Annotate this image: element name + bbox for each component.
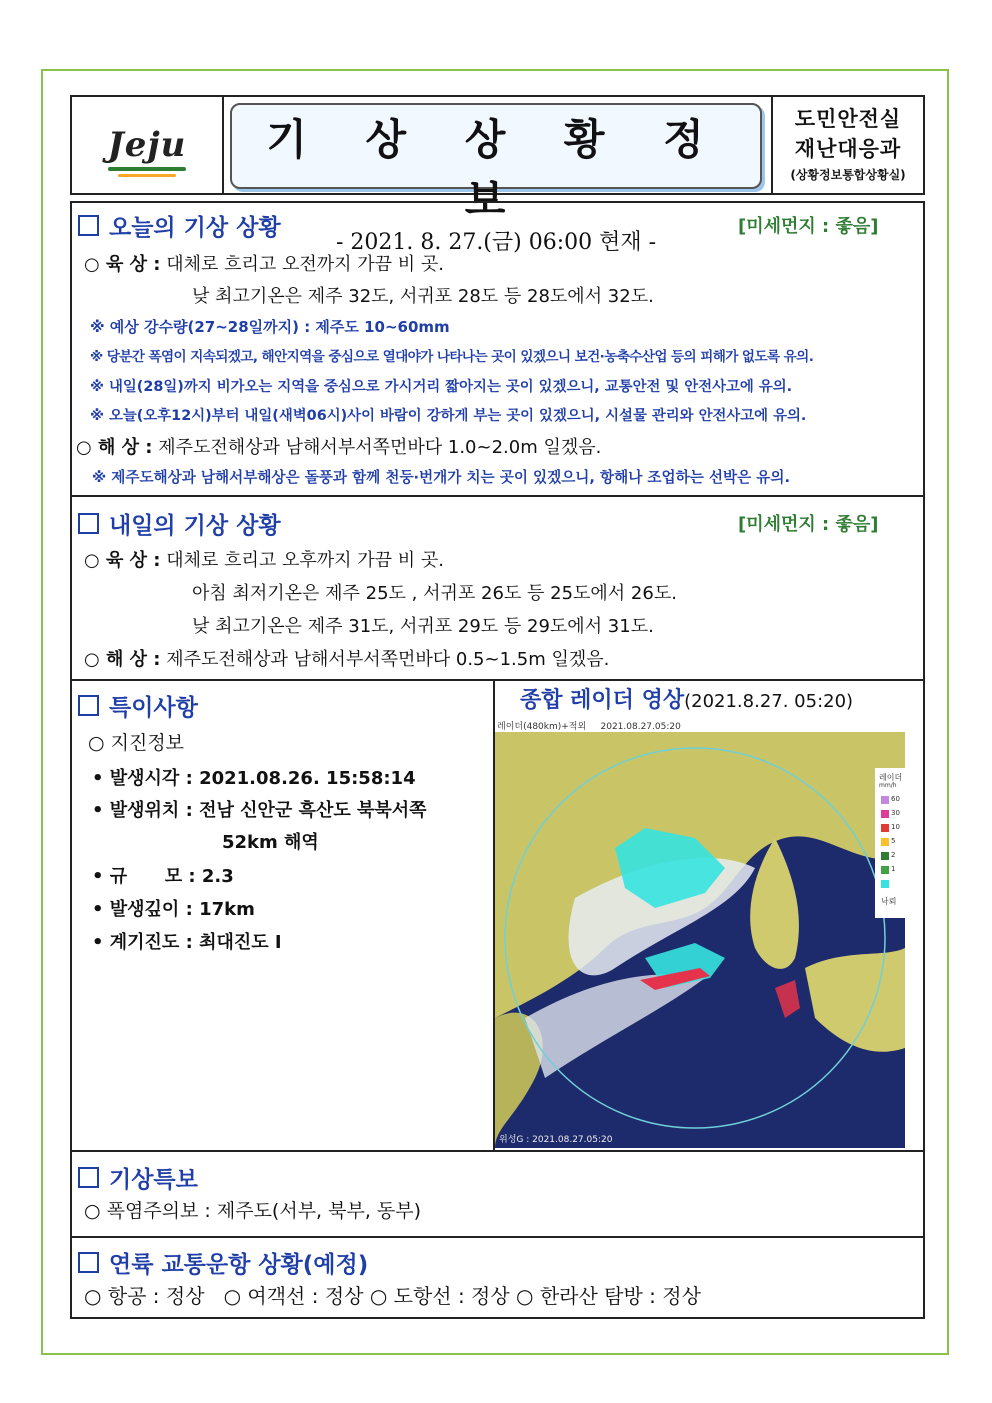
- warning-section-title: 기상특보: [78, 1161, 198, 1194]
- divider: [70, 495, 925, 497]
- quake-depth: • 발생깊이 : 17km: [92, 899, 255, 920]
- radar-legend-30: 30: [891, 809, 900, 817]
- radar-title: 종합 레이더 영상(2021.8.27. 05:20): [520, 688, 854, 713]
- radar-image-footer: 위성G : 2021.08.27.05:20: [499, 1135, 613, 1145]
- title-box: [230, 103, 762, 255]
- today-dust-badge: [미세먼지 : 좋음]: [738, 216, 879, 237]
- traffic-section-title: 연륙 교통운항 상황(예정): [78, 1246, 368, 1279]
- today-land-temp: 낮 최고기온은 제주 32도, 서귀포 28도 등 28도에서 32도.: [192, 286, 654, 307]
- quake-location-cont: 52km 해역: [222, 832, 319, 853]
- radar-legend-lightning: 낙뢰: [881, 897, 897, 906]
- tomorrow-land: ○ 육 상 : 대체로 흐리고 오후까지 가끔 비 곳.: [84, 550, 444, 571]
- radar-legend-60: 60: [891, 795, 900, 803]
- special-section-title: 특이사항: [78, 689, 198, 722]
- dept-line3: (상황정보통합상황실): [790, 168, 906, 182]
- tomorrow-section-title: 내일의 기상 상황: [78, 507, 281, 540]
- radar-image: [495, 718, 905, 1148]
- tomorrow-max-temp: 낮 최고기온은 제주 31도, 서귀포 29도 등 29도에서 31도.: [192, 616, 654, 637]
- warning-text: ○ 폭염주의보 : 제주도(서부, 북부, 동부): [84, 1200, 422, 1222]
- quake-intensity: • 계기진도 : 최대진도 Ⅰ: [92, 932, 282, 953]
- quake-location: • 발생위치 : 전남 신안군 흑산도 북북서쪽: [92, 800, 427, 821]
- today-note-3: ※ 내일(28일)까지 비가오는 지역을 중심으로 가시거리 짧아지는 곳이 있겠으니, 교통안전 및 안전사고에 유의.: [90, 379, 793, 395]
- radar-image-header: 레이더(480km)+적외 2021.08.27.05:20: [497, 722, 681, 732]
- today-section-title: 오늘의 기상 상황: [78, 209, 281, 242]
- radar-map: [495, 718, 905, 1148]
- radar-legend-unit: mm/h: [879, 782, 897, 789]
- radar-legend-title: 레이더: [879, 773, 903, 782]
- today-sea: ○ 해 상 : 제주도전해상과 남해서부서쪽먼바다 1.0~2.0m 일겠음.: [76, 437, 602, 458]
- tomorrow-min-temp: 아침 최저기온은 제주 25도 , 서귀포 26도 등 25도에서 26도.: [192, 583, 677, 604]
- today-note-2: ※ 당분간 폭염이 지속되겠고, 해안지역을 중심으로 열대야가 나타나는 곳이 있겠으니 보건·농축수산업 등의 피해가 없도록 유의.: [90, 349, 814, 365]
- radar-legend-1: 1: [891, 865, 896, 873]
- today-sea-note: ※ 제주도해상과 남해서부해상은 돌풍과 함께 천둥·번개가 치는 곳이 있겠으니, 항해나 조업하는 선박은 유의.: [92, 469, 790, 486]
- radar-legend-10: 10: [891, 823, 900, 831]
- quake-title: ○ 지진정보: [88, 732, 185, 754]
- radar-legend-2: 2: [891, 851, 896, 859]
- traffic-text: ○ 항공 : 정상 ○ 여객선 : 정상 ○ 도항선 : 정상 ○ 한라산 탐방 : 정상: [84, 1284, 701, 1308]
- page-title: 기 상 상 황 정 보: [266, 115, 726, 224]
- dept-line1: 도민안전실: [794, 107, 902, 131]
- divider: [70, 1150, 925, 1152]
- tomorrow-sea: ○ 해 상 : 제주도전해상과 남해서부서쪽먼바다 0.5~1.5m 일겠음.: [84, 649, 610, 670]
- radar-legend-5: 5: [891, 837, 896, 845]
- department: [771, 97, 923, 193]
- divider: [70, 1236, 925, 1238]
- logo-text: Jeju: [107, 125, 187, 165]
- today-note-1: ※ 예상 강수량(27~28일까지) : 제주도 10~60mm: [90, 318, 450, 336]
- quake-time: • 발생시각 : 2021.08.26. 15:58:14: [92, 768, 416, 789]
- logo-cell: [72, 97, 224, 193]
- dept-line2: 재난대응과: [794, 137, 902, 161]
- today-note-4: ※ 오늘(오후12시)부터 내일(새벽06시)사이 바람이 강하게 부는 곳이 있겠으니, 시설물 관리와 안전사고에 유의.: [90, 408, 807, 424]
- today-land: ○ 육 상 : 대체로 흐리고 오전까지 가끔 비 곳.: [84, 254, 444, 275]
- jeju-logo: [108, 125, 187, 165]
- quake-magnitude: • 규 모 : 2.3: [92, 866, 234, 887]
- page-subtitle: - 2021. 8. 27.(금) 06:00 현재 -: [335, 230, 657, 255]
- tomorrow-dust-badge: [미세먼지 : 좋음]: [738, 514, 879, 535]
- divider: [70, 679, 925, 681]
